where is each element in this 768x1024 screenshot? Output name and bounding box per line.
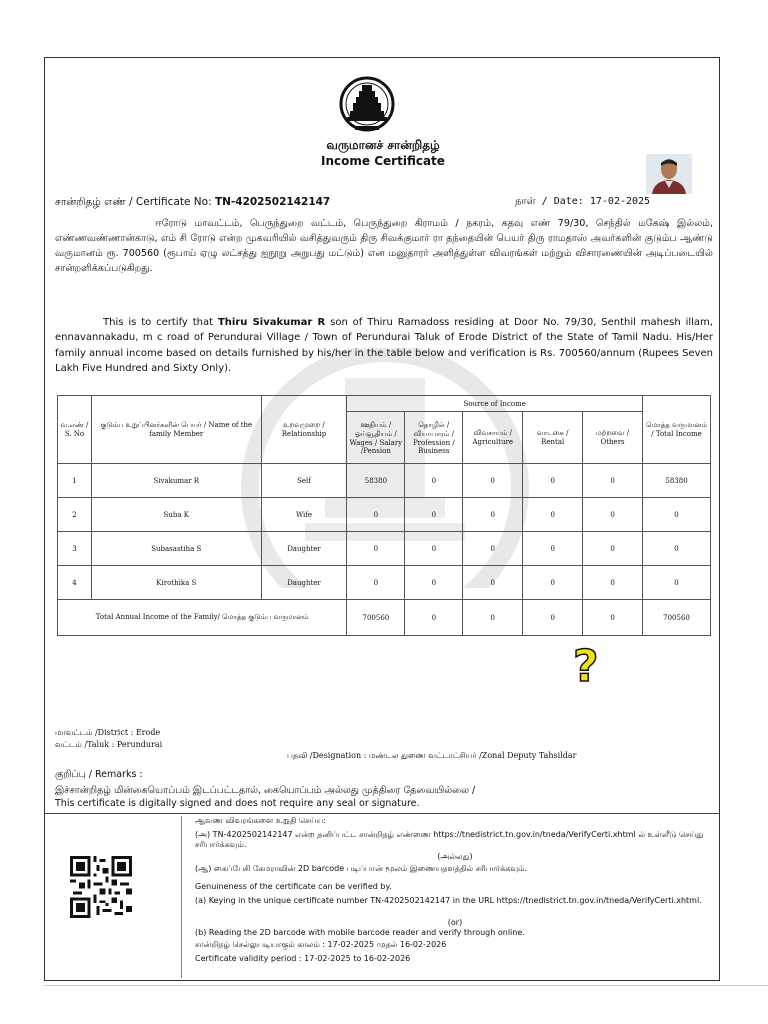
cell-total: 58380 [643,464,711,498]
table-row [58,498,711,532]
cell-rental: 0 [523,498,583,532]
col-sno: வ.எண் / S. No [58,396,92,464]
col-name: குடும்ப உறுப்பினர்களின் பெயர் / Name of the family Member [91,396,261,464]
cell-name: Kirothika S [91,566,261,600]
total-others: 0 [583,600,643,636]
page-bottom-rule [44,985,768,986]
col-source-of-income: Source of Income [347,396,643,412]
cell-wages: 0 [347,566,405,600]
cell-others: 0 [583,532,643,566]
qr-code-icon[interactable] [69,856,133,918]
cell-business: 0 [405,498,463,532]
title-tamil: வருமானச் சான்றிதழ் [326,138,440,152]
table-row [58,532,711,566]
total-wages: 700560 [347,600,405,636]
cell-sno: 3 [58,532,92,566]
certificate-page [44,57,720,981]
certificate-number-label: சான்றிதழ் எண் / Certificate No: [55,196,212,208]
total-row [58,600,711,636]
verify-line-a: (a) Keying in the unique certificate number TN-4202502142147 in the URL https://tnedistrict.tn.gov.in/tneda/VerifyCerti.xhtml. [195,896,702,905]
cell-business: 0 [405,566,463,600]
cell-total: 0 [643,498,711,532]
cell-name: Subasastiha S [91,532,261,566]
cell-agriculture: 0 [463,464,523,498]
cell-relationship: Wife [261,498,347,532]
validity-english: Certificate validity period : 17-02-2025 to 16-02-2026 [195,954,411,963]
total-label: Total Annual Income of the Family/ மொத்த குடும்ப வருமானம் [58,600,347,636]
verify-genuineness: Genuineness of the certificate can be verified by. [195,882,392,891]
verify-line-b: (b) Reading the 2D barcode with mobile barcode reader and verify through online. [195,928,525,937]
applicant-photo [646,154,692,194]
cell-agriculture: 0 [463,566,523,600]
col-relationship: உறவுமுறை / Relationship [261,396,347,464]
cell-sno: 4 [58,566,92,600]
col-agriculture: விவசாயம் / Agriculture [463,412,523,464]
col-rental: வாடகை / Rental [523,412,583,464]
question-mark-icon: ? [573,641,599,692]
cell-agriculture: 0 [463,532,523,566]
cell-rental: 0 [523,464,583,498]
verification-divider [181,816,182,978]
col-others: மற்றவை / Others [583,412,643,464]
cell-total: 0 [643,532,711,566]
designation: பதவி /Designation : மண்டல துணை வட்டாட்சியர் /Zonal Deputy Tahsildar [287,751,577,760]
col-business: தொழில் / வியாபாரம் / Profession / Business [405,412,463,464]
title-english: Income Certificate [321,154,445,168]
cell-business: 0 [405,532,463,566]
tamil-nadu-emblem-icon [335,76,399,134]
cell-agriculture: 0 [463,498,523,532]
cell-wages: 0 [347,498,405,532]
paragraph-tamil: ஈரோடு மாவட்டம், பெருந்துறை வட்டம், பெருந்துறை கிராமம் / நகரம், கதவு எண் 79/30, செந்தில் மகேஷ் இல்லம், எண்ணவண்ணான்காடு, எம் சி ரோடு என்ற முகவரியில் வசித்துவரும் திரு சிவக்குமார் ரா தந்தையின் பெயர் திரு ராமதாஸ் அவர்களின் குடும்ப ஆண்டு வருமானம் ரூ. 700560 (ரூபாய் ஏழு லட்சத்து ஐநூறு அறுபது மட்டும்) என மனுதாரர் அளித்துள்ள விவரங்கள் மற்றும் விசாரணையின் அடிப்படையில் சான்றளிக்கப்படுகிறது. [55,218,713,274]
cell-total: 0 [643,566,711,600]
date-value: 17-02-2025 [589,196,651,207]
remarks-label: குறிப்பு / Remarks : [55,769,143,780]
cell-relationship: Daughter [261,532,347,566]
validity-tamil: சான்றிதழ் செல்லுபடியாகும் காலம் : 17-02-2025 முதல் 16-02-2026 [195,940,447,949]
cell-sno: 2 [58,498,92,532]
certificate-number-value: TN-4202502142147 [214,196,331,208]
cell-sno: 1 [58,464,92,498]
cell-rental: 0 [523,532,583,566]
verify-heading-tamil: ஆவண விவரங்களை உறுதி செய்ய: [195,816,326,825]
certificate-number [55,196,330,209]
date-label: நாள் / Date: [515,196,584,207]
cell-relationship: Daughter [261,566,347,600]
cell-name: Sivakumar R [91,464,261,498]
district: மாவட்டம் /District : Erode [55,728,161,737]
cell-wages: 58380 [347,464,405,498]
verify-or-tamil: (அல்லது) [437,852,473,861]
total-business: 0 [405,600,463,636]
certificate-date [515,196,650,208]
table-row [58,464,711,498]
cell-name: Suba K [91,498,261,532]
total-income: 700560 [643,600,711,636]
remarks-english: This certificate is digitally signed and does not require any seal or signature. [55,798,420,809]
paragraph-english-prefix: This is to certify that [103,317,214,328]
table-row [58,566,711,600]
verify-line-a-tamil: (அ) TN-4202502142147 என்ற தனிப்பட்ட சான்றிதழ் எண்ணை https://tnedistrict.tn.gov.in/tneda/VerifyCerti.xhtml ல் உள்ளீடு செய்து சரிபார்க்கவும். [195,830,704,849]
income-table [57,395,711,636]
taluk: வட்டம் /Taluk : Perundurai [55,740,163,749]
cell-relationship: Self [261,464,347,498]
paragraph-english-rest: son of Thiru Ramadoss residing at Door No. 79/30, Senthil mahesh illam, ennavannakadu, m c road of Perundurai Village / Town of Perundurai Taluk of Erode District of the State of Tamil Nadu. His/Her family annual income based on details furnished by his/her in the table below and verification is Rs. 700560/annum (Rupees Seven Lakh Five Hundred and Sixty Only). [55,317,713,374]
total-agriculture: 0 [463,600,523,636]
total-rental: 0 [523,600,583,636]
person-icon [646,154,692,194]
cell-others: 0 [583,566,643,600]
remarks-tamil: இச்சான்றிதழ் மின்கையொப்பம் இடப்பட்டதால், கையொப்பம் அல்லது முத்திரை தேவையில்லை / [55,785,476,796]
cell-business: 0 [405,464,463,498]
col-wages: ஊதியம் / ஓய்வூதியம் / Wages / Salary /Pension [347,412,405,464]
verify-line-b-tamil: (ஆ) கைப்பேசி கேமராவின் 2D barcode படிப்பான் மூலம் இணையதளத்தில் சரிபார்க்கவும். [195,864,527,873]
applicant-name: Thiru Sivakumar R [217,317,326,328]
cell-rental: 0 [523,566,583,600]
cell-others: 0 [583,464,643,498]
cell-wages: 0 [347,532,405,566]
verify-or: (or) [447,918,463,927]
cell-others: 0 [583,498,643,532]
paragraph-english [55,315,713,376]
col-total: மொத்த வருமானம் / Total Income [643,396,711,464]
